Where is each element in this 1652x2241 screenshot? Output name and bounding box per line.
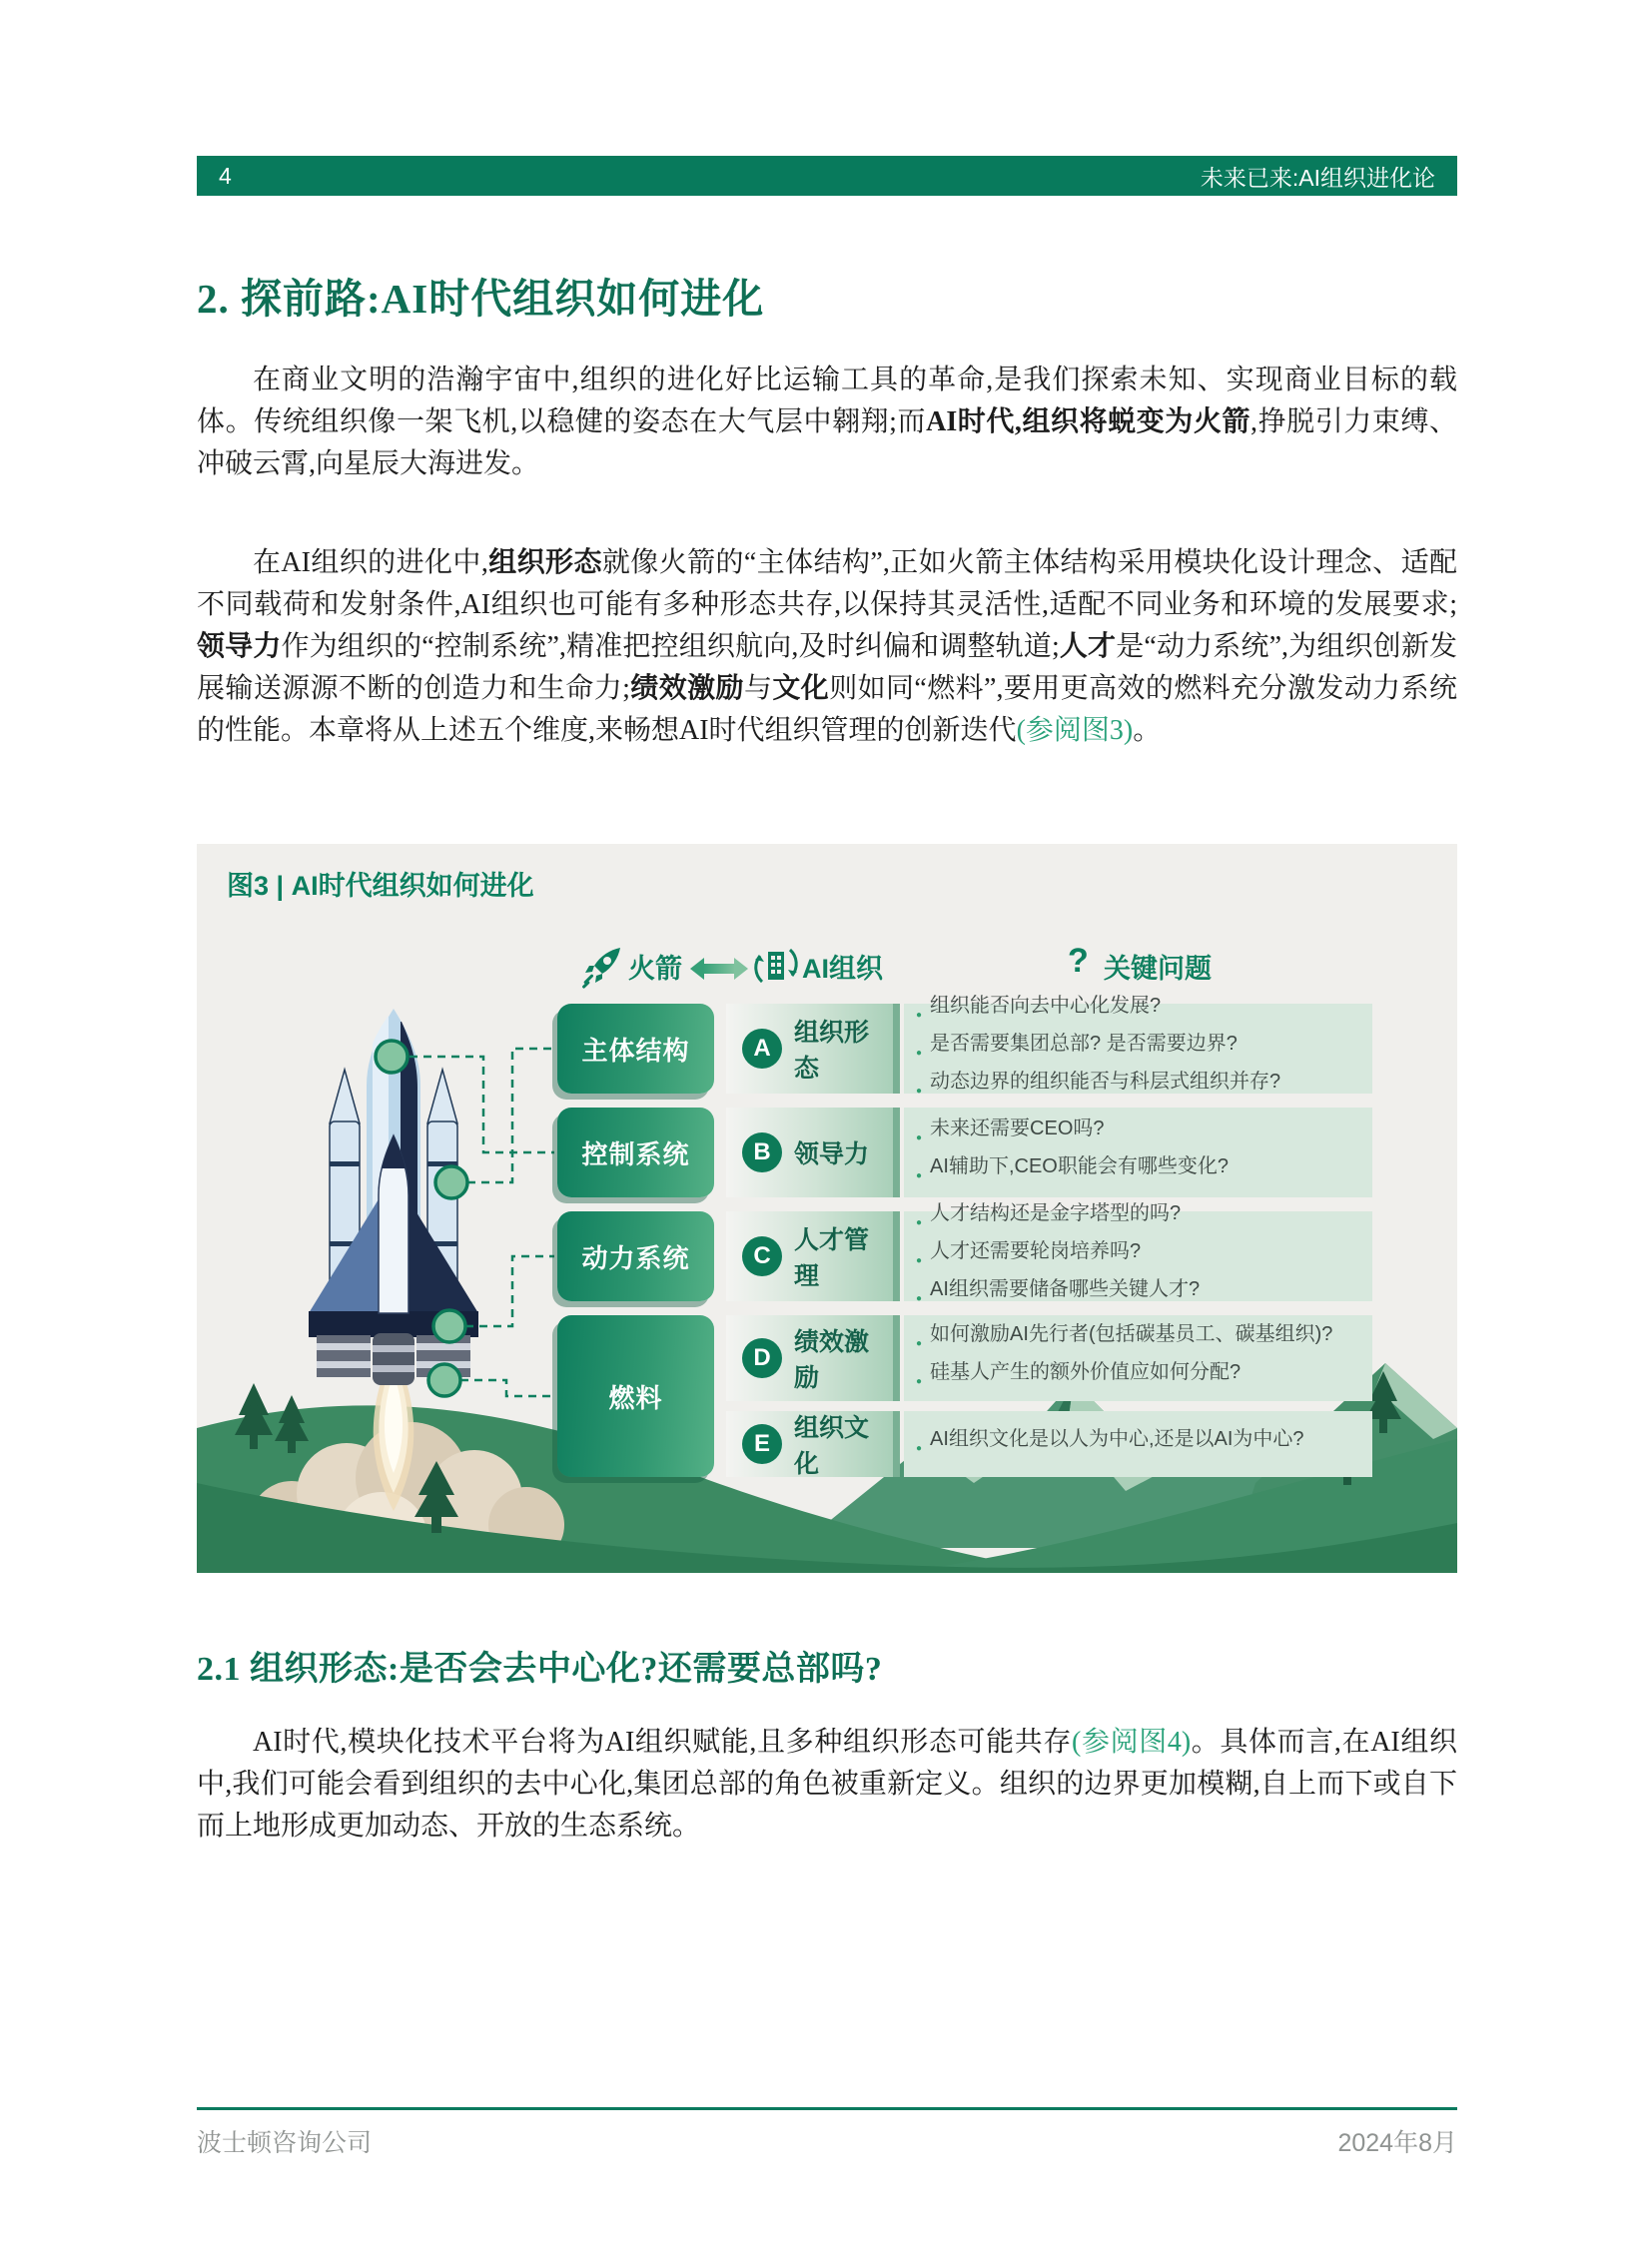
paragraph-text: 在商业文明的浩瀚宇宙中,组织的进化好比运输工具的革命,是我们探索未知、实现商业目标的载体。传统组织像一架飞机,以稳健的姿态在大气层中翱翔;而: [197, 365, 1457, 437]
paragraph-2: [197, 542, 1457, 752]
double-arrow-icon: [690, 956, 748, 982]
questions-org-form: [904, 995, 1372, 1094]
question-item: ● AI辅助下,CEO职能会有哪些变化?: [916, 1152, 1364, 1190]
paragraph-text: 在AI组织的进化中,: [253, 547, 488, 578]
paragraph-text: 是“动力系统”,为组织创新发展输送源源不断的创造力和生命力;: [197, 631, 1457, 704]
paragraph-text: ,挣脱引力束缚、冲破云霄,向星辰大海进发。: [197, 406, 1457, 479]
page-number: 4: [219, 162, 232, 189]
question-mark-icon: ?: [1068, 942, 1089, 980]
dimension-culture: [726, 1411, 900, 1477]
letter-badge-d: D: [742, 1338, 782, 1378]
page-footer: [197, 2123, 1457, 2159]
building-cycle-icon: [752, 940, 800, 992]
question-item: ● 人才还需要轮岗培养吗?: [916, 1237, 1364, 1275]
figure-title: 图3 | AI时代组织如何进化: [227, 871, 534, 901]
letter-badge-c: C: [742, 1236, 782, 1276]
paragraph-text: 作为组织的“控制系统”,精准把控组织航向,及时纠偏和调整轨道;: [281, 631, 1060, 662]
section-heading: 2. 探前路:AI时代组织如何进化: [197, 276, 765, 322]
marker-fuel: [428, 1364, 460, 1396]
question-item: ● AI组织需要储备哪些关键人才?: [916, 1275, 1364, 1313]
question-item: ● 如何激励AI先行者(包括碳基员工、碳基组织)?: [916, 1320, 1364, 1358]
question-item: ● 组织能否向去中心化发展?: [916, 992, 1364, 1030]
paragraph-text-bold: 绩效激励: [629, 673, 744, 704]
rocket-part-fuel: 燃料: [557, 1315, 714, 1477]
paragraph-text: 则如同“燃料”,要用更高效的燃料充分激发动力系统的性能。本章将从上述五个维度,来畅想AI时代组织管理的创新迭代: [197, 673, 1457, 746]
paragraph-text: 就像火箭的“主体结构”,正如火箭主体结构采用模块化设计理念、适配不同载荷和发射条件,AI组织也可能有多种形态共存,以保持其灵活性,适配不同业务和环境的发展要求;: [197, 547, 1457, 620]
footer-company: 波士顿咨询公司: [197, 2129, 373, 2157]
paragraph-text: 。: [1133, 715, 1162, 746]
paragraph-text-bold: AI时代,组织将蜕变为火箭: [926, 406, 1251, 437]
dimension-label: 组织形态: [794, 1019, 870, 1083]
dimension-incentives: [726, 1315, 900, 1401]
dimension-talent: [726, 1211, 900, 1301]
page-header-bar: [197, 156, 1457, 196]
paragraph-text-bold: 人才: [1059, 631, 1117, 662]
document-title: 未来已来:AI组织进化论: [1200, 164, 1435, 191]
paragraph-text: AI时代,模块化技术平台将为AI组织赋能,且多种组织形态可能共存: [253, 1727, 1072, 1758]
rocket-part-body-structure: 主体结构: [557, 1004, 714, 1094]
figure3-reference-link[interactable]: (参阅图3): [1016, 715, 1134, 746]
marker-power-system: [433, 1310, 465, 1342]
footer-rule: [197, 2107, 1457, 2110]
paragraph-3: [197, 1722, 1457, 1848]
figure4-reference-link[interactable]: (参阅图4): [1071, 1727, 1192, 1758]
questions-culture: [904, 1411, 1372, 1477]
dimension-leadership: [726, 1108, 900, 1197]
paragraph-text-bold: 组织形态: [487, 547, 602, 578]
dimension-label: 绩效激励: [794, 1328, 870, 1392]
letter-badge-a: A: [742, 1029, 782, 1069]
dimension-org-form: [726, 1004, 900, 1094]
question-item: ● 硅基人产生的额外价值应如何分配?: [916, 1358, 1364, 1396]
marker-control-system: [435, 1166, 467, 1198]
subsection-heading: 2.1 组织形态:是否会去中心化?还需要总部吗?: [197, 1651, 883, 1688]
question-item: ● 是否需要集团总部? 是否需要边界?: [916, 1030, 1364, 1068]
rocket-icon: [580, 942, 626, 990]
dimension-label: 组织文化: [794, 1414, 870, 1478]
questions-incentives: [904, 1315, 1372, 1401]
letter-badge-b: B: [742, 1132, 782, 1172]
paragraph-text: 。具体而言,在AI组织中,我们可能会看到组织的去中心化,集团总部的角色被重新定义。组织的边界更加模糊,自上而下或自下而上地形成更加动态、开放的生态系统。: [197, 1727, 1457, 1842]
paragraph-text: 与: [743, 673, 773, 704]
questions-talent: [904, 1202, 1372, 1301]
letter-badge-e: E: [742, 1424, 782, 1464]
dimension-label: 人才管理: [794, 1226, 870, 1290]
question-item: ● AI组织文化是以人为中心,还是以AI为中心?: [916, 1425, 1364, 1463]
paragraph-text-bold: 文化: [772, 673, 830, 704]
figure3-panel: [197, 844, 1457, 1573]
paragraph-text-bold: 领导力: [197, 631, 282, 662]
legend-rocket-label: 火箭: [628, 954, 682, 984]
footer-date: 2024年8月: [1337, 2129, 1457, 2157]
question-item: ● 动态边界的组织能否与科层式组织并存?: [916, 1068, 1364, 1106]
rocket-part-power-system: 动力系统: [557, 1211, 714, 1301]
paragraph-1: [197, 360, 1457, 485]
marker-body-structure: [376, 1041, 408, 1073]
question-item: ● 未来还需要CEO吗?: [916, 1115, 1364, 1152]
questions-leadership: [904, 1108, 1372, 1197]
rocket-part-control-system: 控制系统: [557, 1108, 714, 1197]
legend-org-label: AI组织: [802, 954, 883, 984]
question-item: ● 人才结构还是金字塔型的吗?: [916, 1199, 1364, 1237]
dimension-label: 领导力: [794, 1140, 870, 1168]
legend-questions-label: 关键问题: [1104, 954, 1212, 984]
